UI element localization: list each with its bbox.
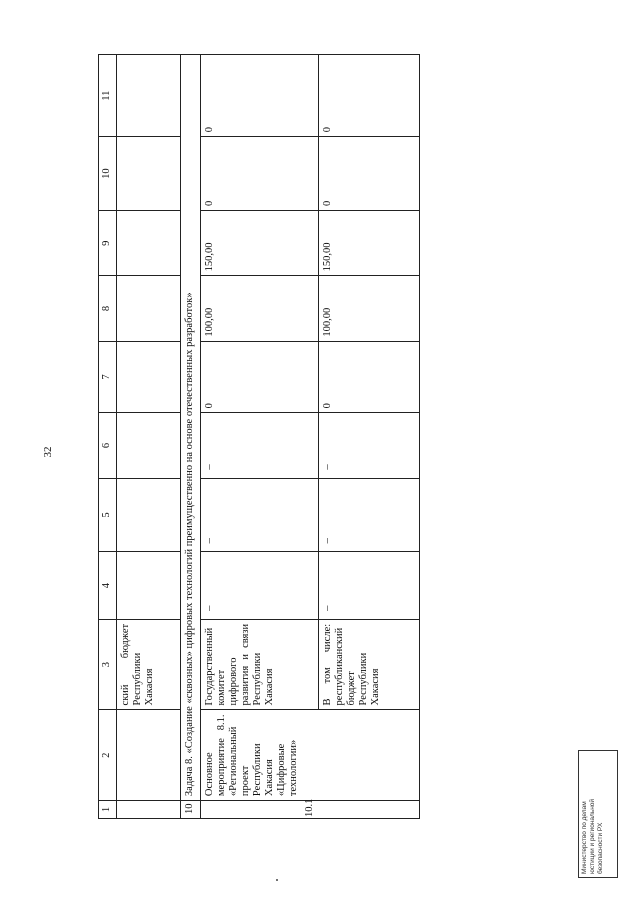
value-cell: – (319, 552, 420, 619)
including-executor: В том числе: республиканский бюджет Республики Хакасия (319, 619, 420, 710)
table-cell (117, 137, 181, 211)
header-cell: 5 (99, 478, 117, 552)
value-cell: 0 (201, 55, 319, 137)
ministry-stamp (578, 750, 618, 878)
header-cell: 4 (99, 552, 117, 619)
stamp-line: юстиции и региональной (589, 798, 597, 874)
header-cell: 2 (99, 710, 117, 801)
header-cell: 3 (99, 619, 117, 710)
value-cell: – (201, 413, 319, 478)
header-cell: 7 (99, 341, 117, 413)
continuation-row (117, 55, 181, 819)
value-cell: 0 (319, 341, 420, 413)
value-cell: 150,00 (201, 211, 319, 276)
value-cell: 100,00 (201, 276, 319, 341)
value-cell: 0 (201, 137, 319, 211)
value-cell: 100,00 (319, 276, 420, 341)
event-row (201, 55, 319, 819)
task-number: 10 (181, 801, 201, 819)
value-cell: – (319, 413, 420, 478)
table-cell (117, 276, 181, 341)
header-cell: 11 (99, 55, 117, 137)
value-cell: 0 (319, 137, 420, 211)
header-row (99, 55, 117, 819)
table-cell (117, 801, 181, 819)
task-title: Задача 8. «Создание «сквозных» цифровых технологий преимущественно на основе отечественных разработок» (181, 55, 201, 801)
value-cell: – (201, 552, 319, 619)
page-number: 32 (42, 446, 54, 458)
value-cell: 0 (319, 55, 420, 137)
table-cell (117, 341, 181, 413)
table-cell (117, 55, 181, 137)
table-cell (117, 211, 181, 276)
budget-table-wrapper (98, 54, 405, 819)
table-cell (117, 413, 181, 478)
budget-table (98, 54, 420, 819)
header-cell: 1 (99, 801, 117, 819)
table-cell (117, 710, 181, 801)
table-cell (117, 478, 181, 552)
event-name: Основное мероприятие 8.1. «Региональный проект Республики Хакасия «Цифровые технологии» (201, 710, 420, 801)
header-cell: 10 (99, 137, 117, 211)
event-executor: Государственный комитет цифрового развития и связи Республики Хакасия (201, 619, 319, 710)
value-cell: 150,00 (319, 211, 420, 276)
table-cell (117, 552, 181, 619)
header-cell: 8 (99, 276, 117, 341)
value-cell: 0 (201, 341, 319, 413)
budget-source-cell: ский бюджет Республики Хакасия (117, 619, 181, 710)
event-number: 10.1 (201, 801, 420, 819)
header-cell: 9 (99, 211, 117, 276)
value-cell: – (319, 478, 420, 552)
header-cell: 6 (99, 413, 117, 478)
including-row (319, 55, 420, 819)
scan-speck (276, 879, 278, 881)
value-cell: – (201, 478, 319, 552)
task-row (181, 55, 201, 819)
stamp-line: безопасности РХ (597, 822, 605, 874)
stamp-line: Министерство по делам (581, 801, 588, 874)
